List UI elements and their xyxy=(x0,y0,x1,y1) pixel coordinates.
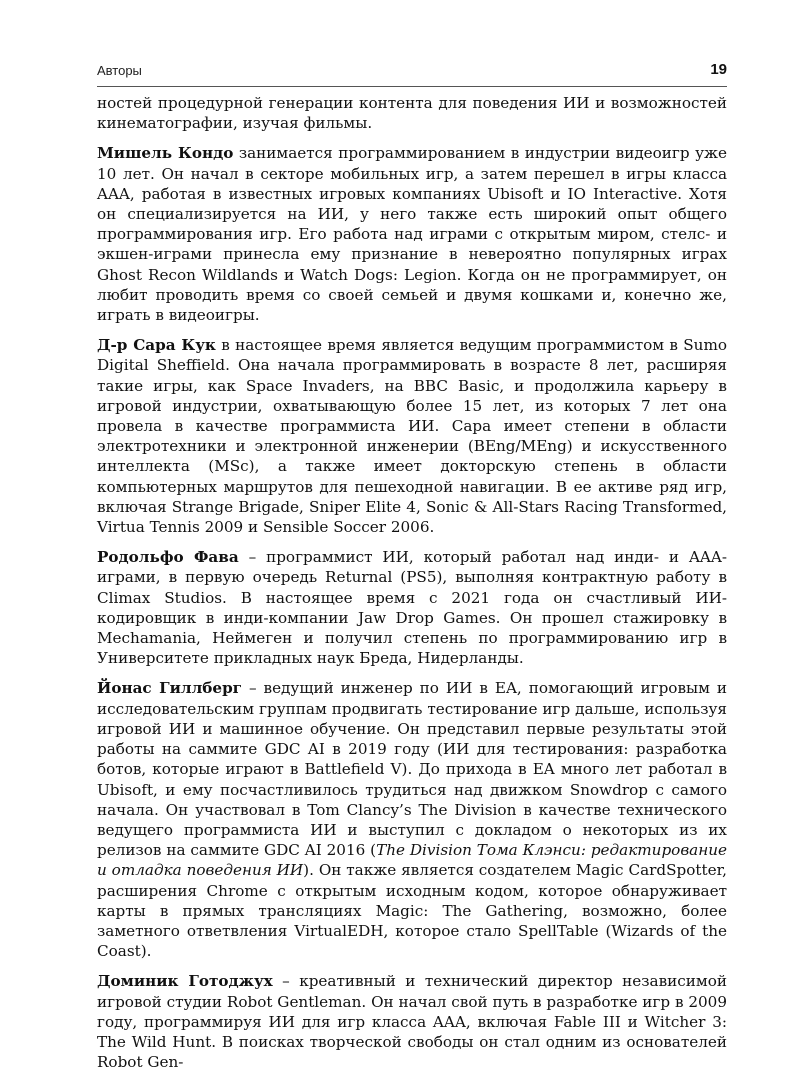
paragraph-text: – креативный и технический директор независимой игровой студии Robot Gentleman. Он начал свой путь в разработке игр в 2009 году, программируя ИИ для игр класса AAA, включая Fable III и Witcher 3: The Wild Hunt. В поисках творческой свободы он стал одним из основателей Robot Gen- xyxy=(97,972,727,1072)
page-body xyxy=(97,93,727,1082)
author-bio-kondo xyxy=(97,143,727,325)
author-name: Мишель Кондо xyxy=(97,144,234,163)
paragraph-text: в настоящее время является ведущим программистом в Sumo Digital Sheffield. Она начала программировать в возрасте 8 лет, расширяя такие игры, как Space Invaders, на BBC Basic, и продолжила карьеру в игровой индустрии, охватывающую более 15 лет, из которых 7 лет она провела в качестве программиста ИИ. Сара имеет степени в области электротехники и электронной инженерии (BEng/MEng) и искусственного интеллекта (MSc), а также имеет докторскую степень в области компьютерных маршрутов для пешеходной навигации. В ее активе ряд игр, включая Strange Brigade, Sniper Elite 4, Sonic & All-Stars Racing Transformed, Virtua Tennis 2009 и Sensible Soccer 2006. xyxy=(97,336,727,537)
page-number: 19 xyxy=(710,61,727,78)
author-bio-cook xyxy=(97,335,727,537)
running-header xyxy=(97,61,727,81)
section-title: Авторы xyxy=(97,63,142,78)
author-name: Йонас Гиллберг xyxy=(97,679,242,698)
paragraph-continuation xyxy=(97,93,727,133)
author-name: Д-р Сара Кук xyxy=(97,336,216,355)
author-name: Родольфо Фава xyxy=(97,548,239,567)
author-bio-fava xyxy=(97,547,727,668)
paragraph-text: – ведущий инженер по ИИ в EA, помогающий игровым и исследовательским группам продвигать тестирование игр дальше, используя игровой ИИ и машинное обучение. Он представил первые результаты этой работы на саммите GDC AI в 2019 году (ИИ для тестирования: разработка ботов, которые играют в Battlefield V). До прихода в EA много лет работал в Ubisoft, и ему посчастливилось трудиться над движком Snowdrop с самого начала. Он участвовал в Tom Clancy’s The Division в качестве технического ведущего программиста ИИ и выступил с докладом о некоторых из их релизов на саммите GDC AI 2016 ( xyxy=(97,679,727,860)
paragraph-text: – программист ИИ, который работал над инди- и AAA-играми, в первую очередь Returnal (PS5), выполняя контрактную работу в Climax Studios. В настоящее время с 2021 года он счастливый ИИ-кодировщик в инди-компании Jaw Drop Games. Он прошел стажировку в Mechamania, Неймеген и получил степень по программированию игр в Университете прикладных наук Бреда, Нидерланды. xyxy=(97,548,728,668)
header-divider xyxy=(97,86,727,87)
author-bio-gillberg xyxy=(97,678,727,961)
talk-title: The Division Тома Клэнси: редактирование и отладка поведения ИИ xyxy=(97,841,727,880)
paragraph-text-after: ). Он также является создателем Magic CardSpotter, расширения Chrome с открытым исходным кодом, которое обнаруживает карты в прямых трансляциях Magic: The Gathering, возможно, более заметного ответвления VirtualEDH, которое стало SpellTable (Wizards of the Coast). xyxy=(97,861,727,961)
paragraph-text: ностей процедурной генерации контента для поведения ИИ и возможностей кинематографии, изучая фильмы. xyxy=(97,94,727,133)
author-bio-gotojuch xyxy=(97,971,727,1072)
author-name: Доминик Готоджух xyxy=(97,972,273,991)
paragraph-text: занимается программированием в индустрии видеоигр уже 10 лет. Он начал в секторе мобильных игр, а затем перешел в игры класса AAA, работая в известных игровых компаниях Ubisoft и IO Interactive. Хотя он специализируется на ИИ, у него также есть широкий опыт общего программирования игр. Его работа над играми с открытым миром, стелс- и экшен-играми принесла ему признание в невероятно популярных играх Ghost Recon Wildlands и Watch Dogs: Legion. Когда он не программирует, он любит проводить время со своей семьей и двумя кошками и, конечно же, играть в видеоигры. xyxy=(97,144,727,325)
